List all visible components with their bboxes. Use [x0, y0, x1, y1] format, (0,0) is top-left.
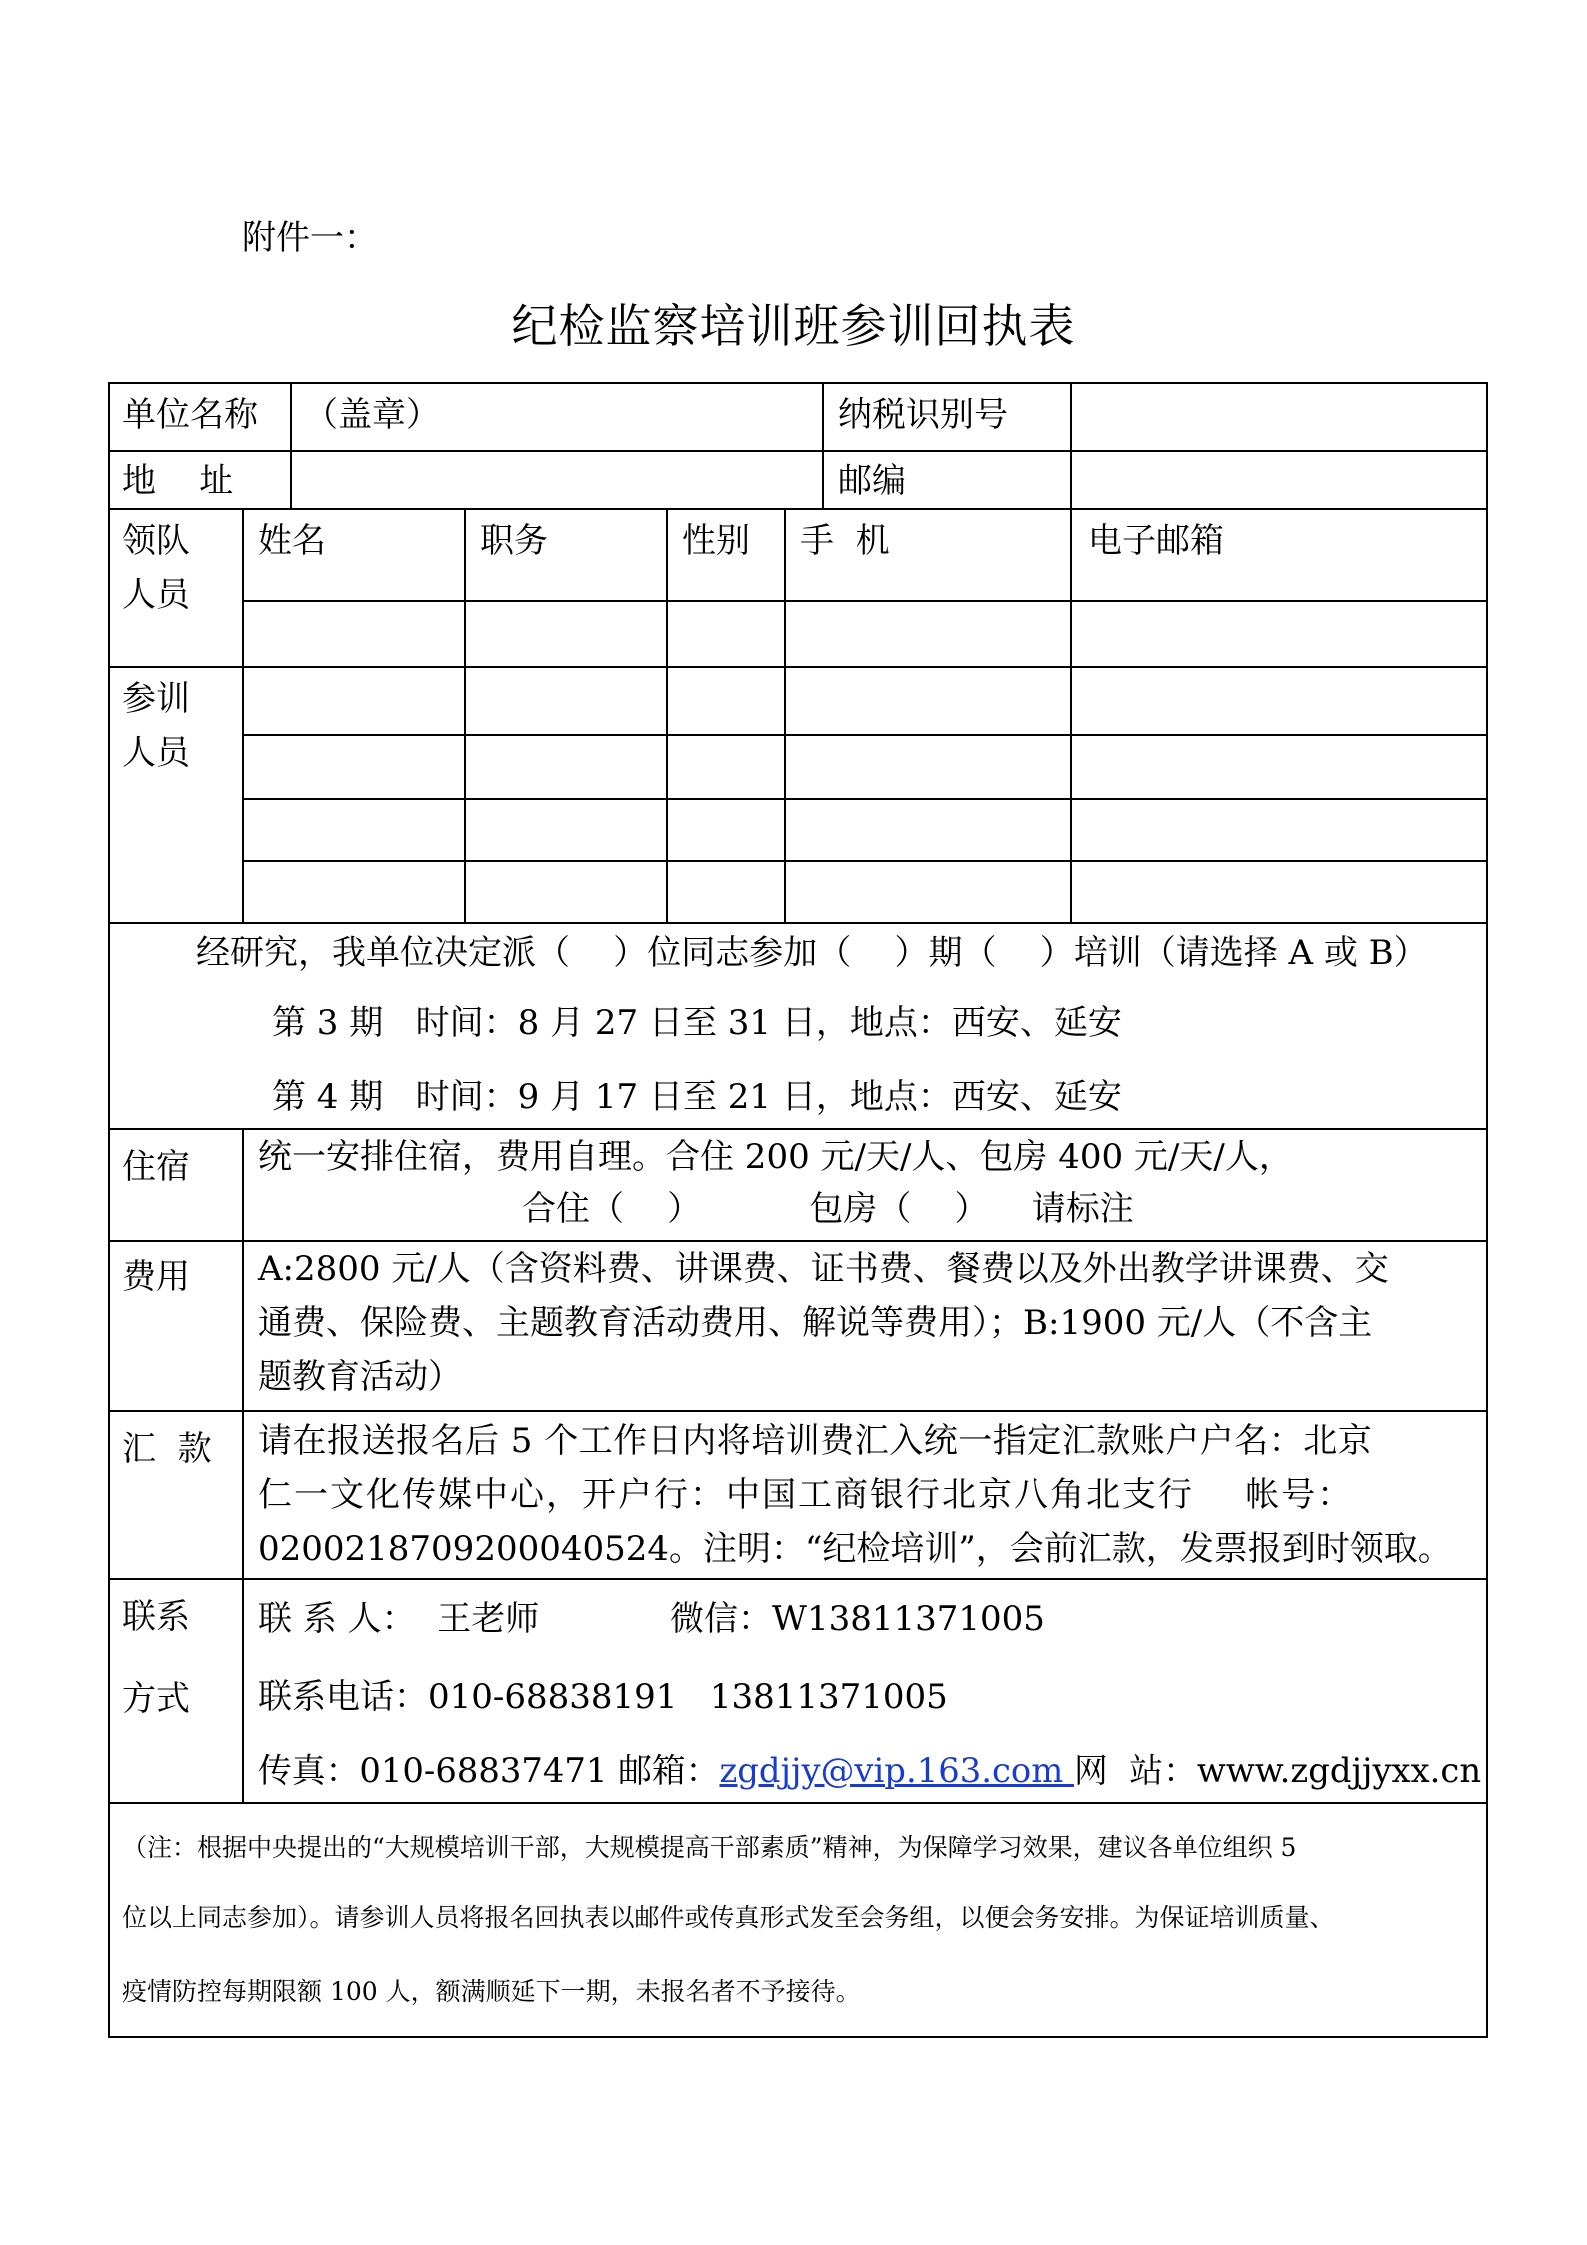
trainees-label-line1: 参训	[122, 679, 190, 719]
grid-line	[108, 382, 110, 2038]
grid-line	[242, 798, 1488, 800]
session-4-info: 第 4 期 时间：9 月 17 日至 21 日，地点：西安、延安	[272, 1077, 1122, 1117]
grid-line	[108, 508, 1488, 510]
leaders-label-line2: 人员	[122, 575, 190, 615]
trainees-label-line2: 人员	[122, 733, 190, 773]
note-line3: 疫情防控每期限额 100 人，额满顺延下一期，未报名者不予接待。	[122, 1977, 861, 2006]
contact-label-line2: 方式	[122, 1679, 190, 1719]
grid-line	[108, 450, 1488, 452]
column-header-email: 电子邮箱	[1088, 521, 1224, 561]
unit-name-label: 单位名称	[122, 395, 258, 435]
remittance-line3: 0200218709200040524。注明：“纪检培训”，会前汇款，发票报到时领取。	[258, 1529, 1452, 1569]
unit-name-field[interactable]: （盖章）	[304, 395, 440, 435]
fees-line2: 通费、保险费、主题教育活动费用、解说等费用）；B:1900 元/人（不含主	[258, 1303, 1373, 1343]
grid-line	[108, 1578, 1488, 1580]
grid-line	[290, 382, 292, 508]
grid-line	[108, 922, 1488, 924]
registration-form	[108, 382, 1488, 2038]
grid-line	[242, 860, 1488, 862]
contact-website: 网 站：www.zgdjjyxx.cn	[1074, 1751, 1482, 1790]
contact-label-line1: 联系	[122, 1597, 190, 1637]
address-label: 地 址	[122, 461, 234, 501]
contact-wechat: 微信：W13811371005	[670, 1599, 1045, 1639]
grid-line	[242, 1128, 244, 1802]
contact-fax-email-prefix: 传真：010-68837471 邮箱：	[258, 1751, 720, 1790]
grid-line	[108, 1128, 1488, 1130]
attachment-label: 附件一：	[242, 218, 378, 258]
grid-line	[1486, 382, 1488, 2038]
remittance-line2: 仁一文化传媒中心，开户行：中国工商银行北京八角北支行 帐号：	[258, 1475, 1354, 1515]
lodging-label: 住宿	[122, 1147, 190, 1187]
column-header-position: 职务	[480, 521, 548, 561]
grid-line	[108, 1410, 1488, 1412]
session-3-info: 第 3 期 时间：8 月 27 日至 31 日，地点：西安、延安	[272, 1003, 1122, 1043]
lodging-line1: 统一安排住宿，费用自理。合住 200 元/天/人、包房 400 元/天/人，	[258, 1137, 1293, 1177]
page-title: 纪检监察培训班参训回执表	[511, 299, 1076, 353]
grid-line	[666, 508, 668, 922]
remittance-label: 汇 款	[122, 1429, 212, 1469]
grid-line	[108, 1802, 1488, 1804]
contact-fax-email-row	[258, 1752, 1481, 1791]
grid-line	[464, 508, 466, 922]
column-header-gender: 性别	[682, 521, 750, 561]
fees-label: 费用	[122, 1257, 190, 1297]
remittance-line1: 请在报送报名后 5 个工作日内将培训费汇入统一指定汇款账户户名：北京	[258, 1421, 1373, 1461]
grid-line	[822, 382, 824, 508]
contact-email-link[interactable]: zgdjjy@vip.163.com	[719, 1751, 1075, 1790]
note-line2: 位以上同志参加）。请参训人员将报名回执表以邮件或传真形式发至会务组，以便会务安排。为保证培训质量、	[122, 1903, 1335, 1932]
tax-id-label: 纳税识别号	[838, 395, 1008, 435]
grid-line	[108, 1240, 1488, 1242]
contact-person: 联 系 人： 王老师	[258, 1599, 540, 1639]
column-header-mobile: 手 机	[800, 521, 890, 561]
grid-line	[784, 508, 786, 922]
grid-line	[1070, 382, 1072, 922]
grid-line	[242, 600, 1488, 602]
grid-line	[242, 734, 1488, 736]
grid-line	[108, 382, 1488, 384]
note-line1: （注：根据中央提出的“大规模培训干部，大规模提高干部素质”精神，为保障学习效果，建议各单位组织 5	[122, 1833, 1297, 1862]
fees-line3: 题教育活动）	[258, 1357, 462, 1397]
contact-phone: 联系电话：010-68838191 13811371005	[258, 1677, 948, 1717]
grid-line	[108, 2036, 1488, 2038]
grid-line	[108, 666, 1488, 668]
session-selection-text: 经研究，我单位决定派（ ）位同志参加（ ）期（ ）培训（请选择 A 或 B）	[196, 933, 1428, 973]
fees-line1: A:2800 元/人（含资料费、讲课费、证书费、餐费以及外出教学讲课费、交	[258, 1249, 1389, 1289]
grid-line	[242, 508, 244, 922]
postcode-label: 邮编	[838, 461, 906, 501]
leaders-label-line1: 领队	[122, 521, 190, 561]
column-header-name: 姓名	[258, 521, 326, 561]
lodging-line2: 合住（ ） 包房（ ） 请标注	[522, 1189, 1134, 1229]
